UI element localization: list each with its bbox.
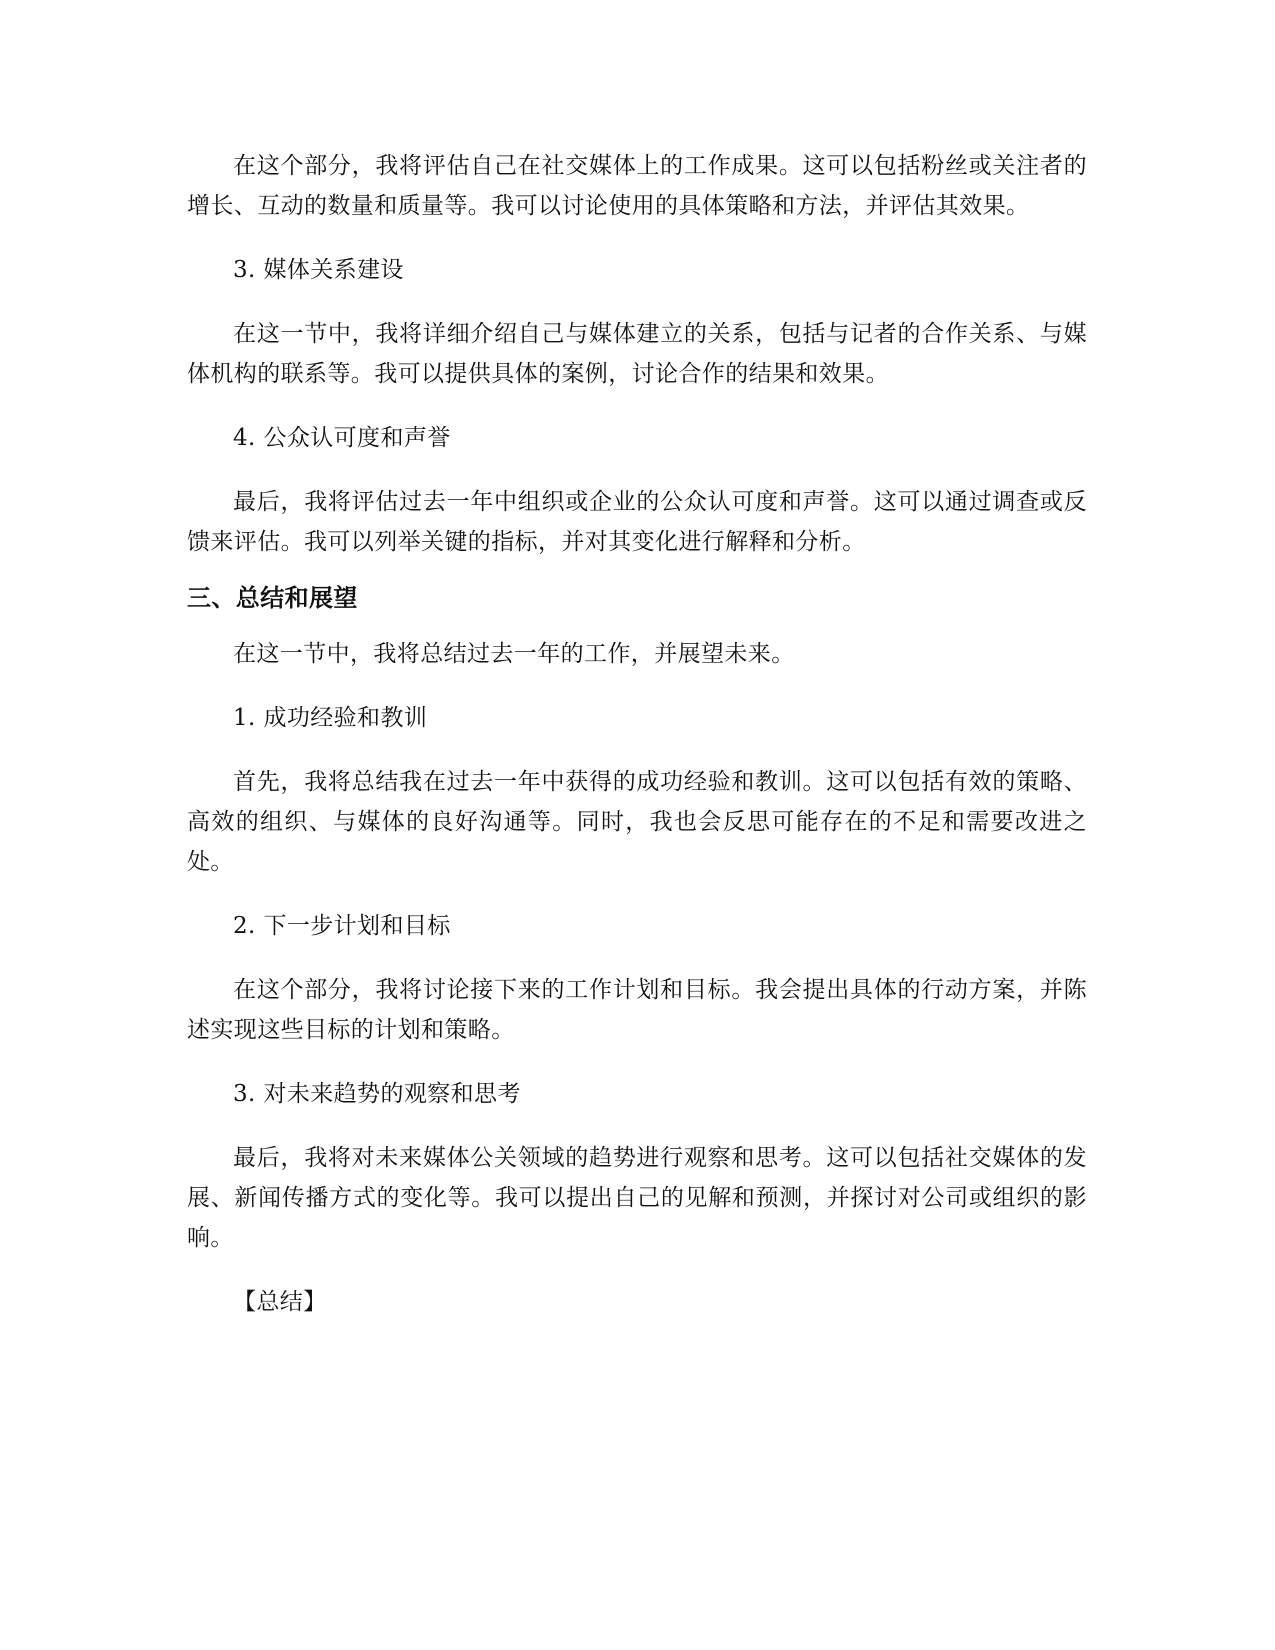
- section-heading-summary-outlook: 三、总结和展望: [187, 584, 358, 612]
- subheading-conclusion: 【总结】: [233, 1289, 327, 1315]
- paragraph-summary-intro: 在这一节中，我将总结过去一年的工作，并展望未来。: [233, 641, 795, 667]
- document-body: [187, 146, 1087, 1322]
- subheading-success-lessons: 1. 成功经验和教训: [233, 705, 428, 731]
- subheading-media-relations: 3. 媒体关系建设: [233, 257, 404, 283]
- paragraph-future-trends: 最后，我将对未来媒体公关领域的趋势进行观察和思考。这可以包括社交媒体的发展、新闻传播方式的变化等。我可以提出自己的见解和预测，并探讨对公司或组织的影响。: [187, 1145, 1087, 1251]
- subheading-public-reputation: 4. 公众认可度和声誉: [233, 425, 451, 451]
- paragraph-public-reputation: 最后，我将评估过去一年中组织或企业的公众认可度和声誉。这可以通过调查或反馈来评估。我可以列举关键的指标，并对其变化进行解释和分析。: [187, 489, 1087, 555]
- paragraph-next-plans: 在这个部分，我将讨论接下来的工作计划和目标。我会提出具体的行动方案，并陈述实现这些目标的计划和策略。: [187, 977, 1087, 1043]
- paragraph-social-media-results: 在这个部分，我将评估自己在社交媒体上的工作成果。这可以包括粉丝或关注者的增长、互动的数量和质量等。我可以讨论使用的具体策略和方法，并评估其效果。: [187, 153, 1087, 219]
- paragraph-media-relations: 在这一节中，我将详细介绍自己与媒体建立的关系，包括与记者的合作关系、与媒体机构的联系等。我可以提供具体的案例，讨论合作的结果和效果。: [187, 321, 1087, 387]
- paragraph-success-lessons: 首先，我将总结我在过去一年中获得的成功经验和教训。这可以包括有效的策略、高效的组织、与媒体的良好沟通等。同时，我也会反思可能存在的不足和需要改进之处。: [187, 769, 1087, 875]
- subheading-future-trends: 3. 对未来趋势的观察和思考: [233, 1081, 521, 1107]
- subheading-next-plans: 2. 下一步计划和目标: [233, 913, 451, 939]
